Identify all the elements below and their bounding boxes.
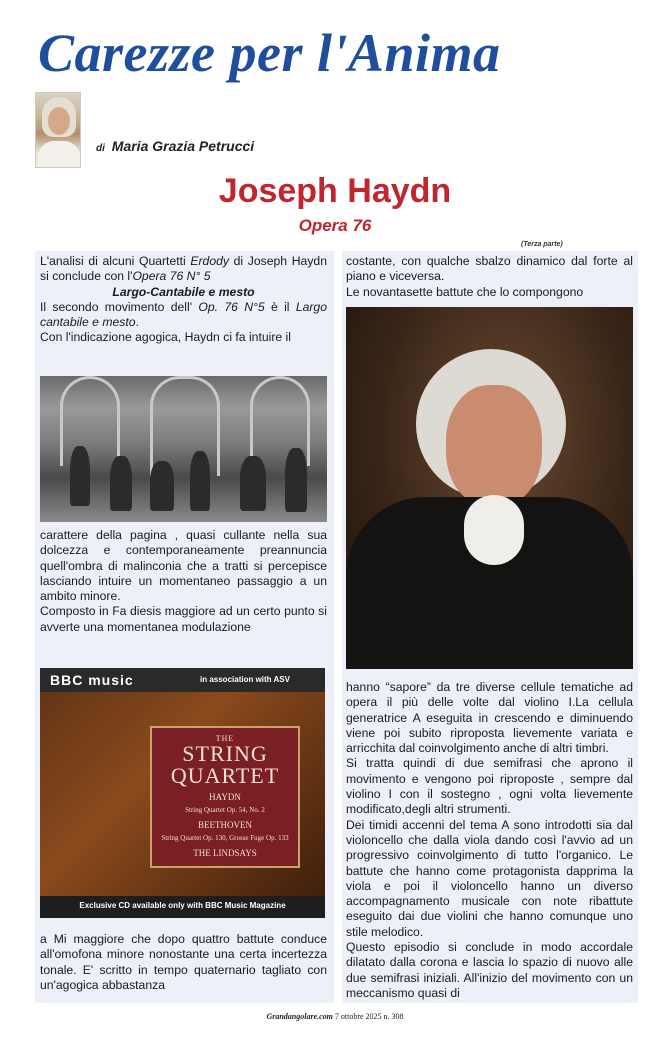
- cd-association: in association with ASV: [200, 675, 290, 684]
- sixth-paragraph: a Mi maggiore che dopo quattro battute conduce all'omofona minore nonostante una certa incertezza tonale. E' scritto in tempo quaternario tagliato con un'agogica abbastanza: [40, 932, 327, 992]
- section-heading: Largo-Cantabile e mesto: [112, 284, 255, 299]
- cd-label-line2: QUARTET: [170, 763, 280, 788]
- byline-prefix: di: [96, 143, 105, 154]
- intro-paragraph: [40, 254, 327, 285]
- cd-top-bar: [40, 668, 325, 692]
- fifth-paragraph: Composto in Fa diesis maggiore ad un certo punto si avverte una momentanea modulazione: [40, 604, 327, 634]
- cd-banner: Exclusive CD available only with BBC Music Magazine: [40, 896, 325, 918]
- engraving-figure: [150, 461, 174, 511]
- left-text-block-1: [40, 254, 327, 346]
- cd-work2: String Quartet Op. 130, Grosse Fuge Op. 133: [161, 834, 289, 842]
- author-photo: [35, 92, 81, 168]
- intro-text-b: di Joseph Haydn si conclude con l': [40, 254, 327, 284]
- engraving-arch-left: [60, 376, 120, 466]
- right-paragraph-4: Si tratta quindi di due semifrasi che aprono il movimento e vengono poi riproposte , sempre dal violino I con il sostegno , ogni volta lievemente modificato,degli altri strumenti.: [346, 756, 633, 817]
- p2-text-a: Il secondo movimento dell': [40, 299, 199, 314]
- byline: [96, 138, 254, 154]
- intro-opera: Opera 76 N° 5: [132, 269, 211, 284]
- p2-op: Op. 76 N°5: [198, 299, 265, 314]
- masthead-title: Carezze per l'Anima: [38, 23, 501, 83]
- page-footer: [0, 1012, 670, 1021]
- engraving-figure: [190, 451, 210, 511]
- cd-brand: BBC music: [50, 672, 134, 688]
- left-text-block-3: [40, 932, 327, 993]
- engraving-figure: [110, 456, 132, 511]
- third-paragraph: Con l'indicazione agogica, Haydn ci fa intuire il: [40, 330, 291, 345]
- haydn-portrait-image: [346, 307, 633, 669]
- right-paragraph-1: costante, con qualche sbalzo dinamico dal forte al piano e viceversa.: [346, 254, 633, 284]
- cd-label-the: THE: [215, 734, 235, 743]
- footer-site: Grandangolare.com: [266, 1012, 333, 1021]
- right-paragraph-3: hanno “sapore” da tre diverse cellule tematiche ad opera il più delle volte dal violino I.La cellula generatrice A eseguita in crescendo e diminuendo viene poi subito riproposta lievemente variata e arricchita dal coinvolgimento anche di altri timbri.: [346, 680, 633, 756]
- footer-date-issue: 7 ottobre 2025 n. 308: [334, 1012, 404, 1021]
- article-subtitle: Opera 76: [298, 216, 372, 235]
- author-photo-face: [48, 107, 70, 135]
- second-paragraph: [40, 300, 327, 331]
- salon-engraving-image: [40, 376, 327, 522]
- part-note: (Terza parte): [521, 241, 563, 248]
- right-text-block-2: [346, 680, 633, 1001]
- cd-cover-image: [40, 668, 325, 918]
- right-paragraph-5: Dei timidi accenni del tema A sono introdotti sia dal violoncello che dalla viola dando così l'avvio ad un progressivo coinvolgimento di tutto l'organico. Le battute che hanno come protagonista dapprima la viola e poi il violoncello hanno un diverso accompagnamento musicale con note ribattute eseguito dai due violini che hanno comunque uno stile melodico.: [346, 817, 633, 939]
- intro-erdody: Erdody: [190, 254, 229, 268]
- left-text-block-2: [40, 528, 327, 635]
- portrait-jabot: [464, 495, 524, 565]
- article-title: Joseph Haydn: [218, 172, 452, 210]
- engraving-figure: [240, 456, 266, 511]
- p2-text-b: è il: [264, 299, 296, 314]
- right-paragraph-2: Le novantasette battute che lo compongono: [346, 284, 584, 299]
- engraving-figure: [70, 446, 90, 506]
- right-text-block-1: [346, 254, 633, 300]
- cd-performer: THE LINDSAYS: [193, 848, 257, 858]
- cd-work1: String Quartet Op. 54, No. 2: [185, 806, 265, 814]
- engraving-figure: [285, 448, 307, 512]
- p2-largo: Largo cantabile e mesto: [40, 299, 327, 330]
- p2-text-c: .: [135, 315, 139, 330]
- fourth-paragraph: carattere della pagina , quasi cullante nella sua dolcezza e contemporaneamente preannuncia quell'ombra di malinconia che a tratti si percepisce lasciando intuire un momentaneo passaggio a un ambito minore.: [40, 528, 327, 604]
- right-paragraph-6: Questo episodio si conclude in modo accordale dilatato dalla corona e lascia lo spazio di nuovo alle due semifrasi iniziali. All'inizio del movimento con un meccanismo quasi di: [346, 940, 633, 1000]
- cd-label-line1: STRING: [182, 741, 268, 766]
- author-photo-body: [38, 141, 80, 168]
- intro-text-a: L'analisi di alcuni Quartetti: [40, 254, 191, 268]
- cd-composer2: BEETHOVEN: [198, 820, 252, 830]
- cd-composer1: HAYDN: [209, 792, 241, 802]
- portrait-face: [446, 385, 542, 507]
- cd-label: [150, 726, 300, 868]
- author-name: Maria Grazia Petrucci: [111, 138, 255, 154]
